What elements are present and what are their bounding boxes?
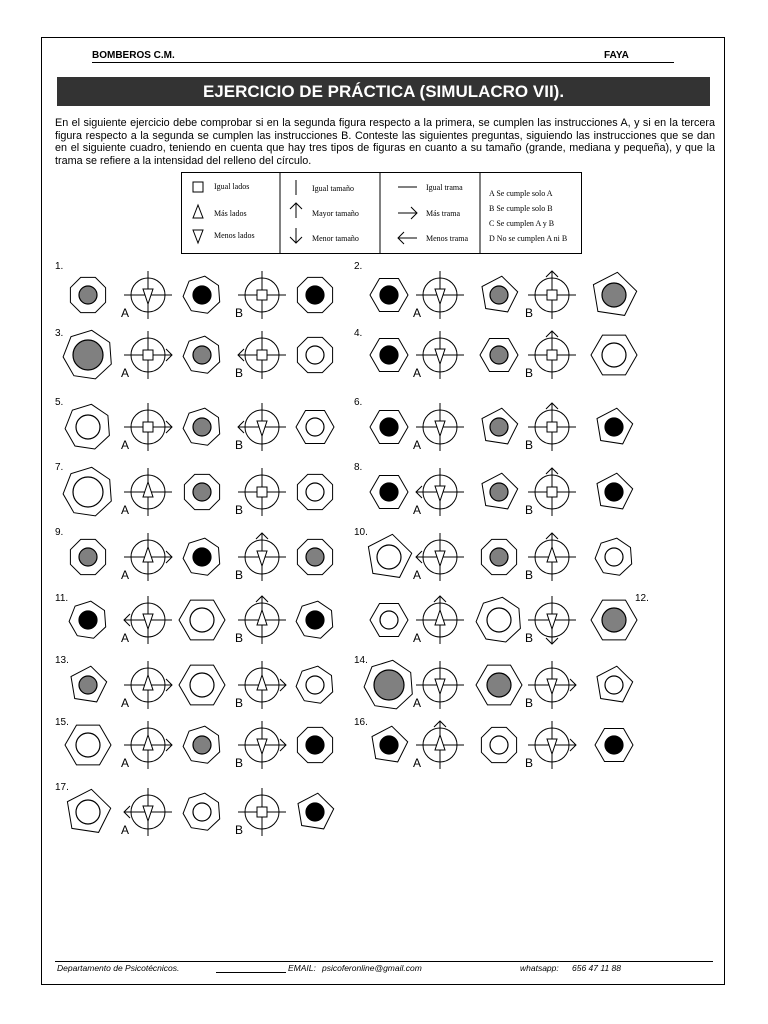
instruction-label: B <box>525 366 534 380</box>
inner-circle <box>73 477 103 507</box>
triangle-down-icon <box>547 614 557 629</box>
triangle-up-icon <box>143 675 153 690</box>
instruction-label: A <box>121 306 130 320</box>
triangle-down-icon <box>435 486 445 501</box>
inner-circle <box>602 283 626 307</box>
inner-circle <box>380 418 398 436</box>
inner-circle <box>377 545 401 569</box>
inner-circle <box>306 548 324 566</box>
instruction-label: B <box>525 631 534 645</box>
question-number: 11. <box>55 593 69 604</box>
inner-circle <box>602 608 626 632</box>
inner-circle <box>602 343 626 367</box>
instruction-label: A <box>121 823 130 837</box>
instruction-label: B <box>235 306 244 320</box>
instruction-label: A <box>413 438 422 452</box>
question-number: 6. <box>354 397 363 408</box>
square-icon <box>257 807 267 817</box>
square-icon <box>547 487 557 497</box>
question-number: 14. <box>354 655 368 666</box>
footer-whatsapp: 656 47 11 88 <box>572 963 621 973</box>
header-right: FAYA <box>604 50 629 61</box>
instruction-label: A <box>413 696 422 710</box>
question-number: 17. <box>55 782 69 793</box>
question-number: 2. <box>354 261 363 272</box>
instruction-label: B <box>525 696 534 710</box>
inner-circle <box>306 676 324 694</box>
triangle-up-icon <box>435 735 445 750</box>
question-number: 16. <box>354 717 368 728</box>
inner-circle <box>306 418 324 436</box>
inner-circle <box>490 736 508 754</box>
instruction-label: A <box>413 631 422 645</box>
square-icon <box>547 422 557 432</box>
instruction-label: B <box>235 631 244 645</box>
triangle-up-icon <box>257 610 267 625</box>
instruction-label: A <box>121 756 130 770</box>
instruction-label: B <box>525 568 534 582</box>
footer-whatsapp-label: whatsapp: <box>520 963 559 973</box>
triangle-down-icon <box>435 289 445 304</box>
triangle-down-icon <box>435 679 445 694</box>
instruction-label: A <box>121 631 130 645</box>
question-number: 10. <box>354 527 368 538</box>
page-title: EJERCICIO DE PRÁCTICA (SIMULACRO VII). <box>57 77 710 106</box>
instructions-paragraph: En el siguiente ejercicio debe comprobar si en la segunda figura respecto a la primera, se cumplen las instrucciones A, y si en la tercera figura respecto a la segunda se cumplen las instrucciones B. Conteste las siguientes preguntas, siguiendo las instrucciones que se dan en el siguiente cuadro, teniendo en cuenta que hay tres tipos de figuras en cuanto a su tamaño (grande, mediana y pequeña), y que la trama se refiere a la intensidad del relleno del círculo. <box>55 117 715 167</box>
instruction-label: A <box>121 366 130 380</box>
triangle-up-icon <box>257 675 267 690</box>
inner-circle <box>490 418 508 436</box>
inner-circle <box>306 803 324 821</box>
instruction-label: A <box>121 503 130 517</box>
question-number: 7. <box>55 462 64 473</box>
inner-circle <box>193 803 211 821</box>
instruction-label: B <box>525 756 534 770</box>
inner-circle <box>190 673 214 697</box>
instruction-label: B <box>235 568 244 582</box>
instruction-label: A <box>413 366 422 380</box>
question-number: 1. <box>55 261 64 272</box>
instruction-label: B <box>235 756 244 770</box>
legend-sides-equal: Igual lados <box>214 182 250 191</box>
instruction-label: A <box>413 503 422 517</box>
triangle-up-icon <box>143 735 153 750</box>
triangle-down-icon <box>257 739 267 754</box>
footer-blank-line <box>216 963 286 973</box>
inner-circle <box>79 611 97 629</box>
instruction-label: B <box>235 823 244 837</box>
inner-circle <box>193 286 211 304</box>
inner-circle <box>490 286 508 304</box>
inner-circle <box>380 483 398 501</box>
inner-circle <box>193 346 211 364</box>
inner-circle <box>73 340 103 370</box>
question-number: 5. <box>55 397 64 408</box>
inner-circle <box>605 548 623 566</box>
triangle-up-icon <box>143 547 153 562</box>
instruction-label: B <box>235 503 244 517</box>
legend-sides-less: Menos lados <box>214 231 255 240</box>
triangle-down-icon <box>143 289 153 304</box>
inner-circle <box>306 611 324 629</box>
triangle-down-icon <box>435 421 445 436</box>
legend-answer-b: B Se cumple solo B <box>489 204 553 213</box>
footer-rule <box>55 961 713 962</box>
inner-circle <box>490 548 508 566</box>
legend-answer-c: C Se cumplen A y B <box>489 219 555 228</box>
inner-circle <box>193 418 211 436</box>
instruction-label: B <box>235 696 244 710</box>
triangle-down-icon <box>143 806 153 821</box>
legend-sides-more: Más lados <box>214 209 247 218</box>
inner-circle <box>490 483 508 501</box>
question-number: 3. <box>55 328 64 339</box>
inner-circle <box>76 733 100 757</box>
legend-answer-d: D No se cumplen A ni B <box>489 234 568 243</box>
inner-circle <box>380 286 398 304</box>
instruction-label: B <box>235 366 244 380</box>
question-number: 8. <box>354 462 363 473</box>
inner-circle <box>605 676 623 694</box>
question-number: 9. <box>55 527 64 538</box>
triangle-down-icon <box>435 551 445 566</box>
legend-size-more: Mayor tamaño <box>312 209 359 218</box>
inner-circle <box>605 736 623 754</box>
inner-circle <box>380 346 398 364</box>
inner-circle <box>380 736 398 754</box>
square-icon <box>547 290 557 300</box>
legend-fill-less: Menos trama <box>426 234 468 243</box>
instruction-label: A <box>413 568 422 582</box>
legend-answer-a: A Se cumple solo A <box>489 189 553 198</box>
legend-size-equal: Igual tamaño <box>312 184 354 193</box>
instruction-label: B <box>525 306 534 320</box>
triangle-down-icon <box>143 614 153 629</box>
inner-circle <box>79 676 97 694</box>
inner-circle <box>487 608 511 632</box>
inner-circle <box>380 611 398 629</box>
footer-email-label: EMAIL: <box>288 963 316 973</box>
inner-circle <box>193 736 211 754</box>
footer-email: psicoferonline@gmail.com <box>322 963 422 973</box>
square-icon <box>257 487 267 497</box>
triangle-down-icon <box>547 739 557 754</box>
question-number: 15. <box>55 717 69 728</box>
header-left: BOMBEROS C.M. <box>92 50 175 61</box>
square-icon <box>143 350 153 360</box>
inner-circle <box>306 483 324 501</box>
instruction-label: B <box>525 503 534 517</box>
inner-circle <box>79 548 97 566</box>
question-number: 12. <box>635 593 649 604</box>
question-number: 13. <box>55 655 69 666</box>
square-icon <box>257 350 267 360</box>
instruction-label: A <box>121 696 130 710</box>
inner-circle <box>193 483 211 501</box>
legend-fill-more: Más trama <box>426 209 460 218</box>
inner-circle <box>76 415 100 439</box>
triangle-down-icon <box>257 551 267 566</box>
instruction-label: A <box>121 568 130 582</box>
inner-circle <box>306 346 324 364</box>
inner-circle <box>490 346 508 364</box>
legend-size-less: Menor tamaño <box>312 234 359 243</box>
footer-department: Departamento de Psicotécnicos. <box>57 963 180 973</box>
square-icon <box>257 290 267 300</box>
square-icon <box>547 350 557 360</box>
triangle-up-icon <box>547 547 557 562</box>
question-number: 4. <box>354 328 363 339</box>
inner-circle <box>79 286 97 304</box>
inner-circle <box>306 736 324 754</box>
instruction-label: B <box>235 438 244 452</box>
inner-circle <box>487 673 511 697</box>
instruction-label: B <box>525 438 534 452</box>
inner-circle <box>190 608 214 632</box>
square-icon <box>143 422 153 432</box>
inner-circle <box>306 286 324 304</box>
triangle-up-icon <box>435 610 445 625</box>
triangle-up-icon <box>143 482 153 497</box>
triangle-down-icon <box>435 349 445 364</box>
inner-circle <box>605 483 623 501</box>
triangle-down-icon <box>257 421 267 436</box>
instruction-label: A <box>413 306 422 320</box>
instruction-label: A <box>413 756 422 770</box>
inner-circle <box>605 418 623 436</box>
instruction-label: A <box>121 438 130 452</box>
legend-fill-equal: Igual trama <box>426 183 463 192</box>
inner-circle <box>193 548 211 566</box>
triangle-down-icon <box>547 679 557 694</box>
inner-circle <box>76 800 100 824</box>
inner-circle <box>374 670 404 700</box>
